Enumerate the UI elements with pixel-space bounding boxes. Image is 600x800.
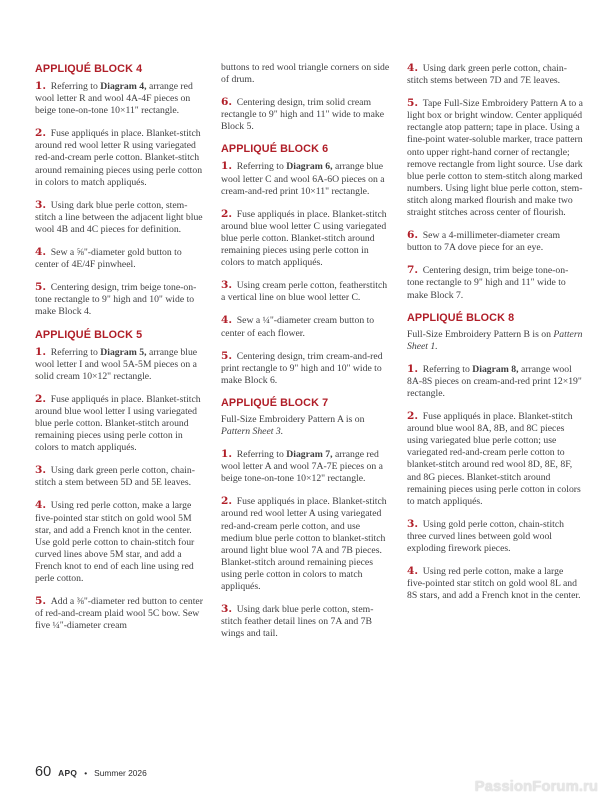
text-segment: Sew a ¼"-diameter cream button to center of each flower.: [221, 315, 375, 339]
instruction-step: [35, 281, 205, 318]
text-segment: Fuse appliqués in place. Blanket-stitch around red wool letter R using variegated red-and-cream perle cotton. Blanket-stitch around remaining pieces using perle cotton in colors to match appliqués.: [35, 128, 203, 188]
instruction-step: [221, 208, 391, 269]
instruction-step: [407, 264, 583, 301]
column-2: [221, 62, 391, 650]
step-number: 5.: [407, 97, 422, 110]
instruction-step: [221, 603, 391, 640]
instruction-step: [35, 127, 205, 188]
step-number: 4.: [407, 565, 422, 578]
section-heading: APPLIQUÉ BLOCK 8: [407, 311, 515, 324]
instruction-step: [35, 80, 205, 117]
instruction-step: [407, 518, 583, 555]
step-number: 2.: [221, 207, 236, 220]
text-segment: Fuse appliqués in place. Blanket-stitch around blue wool 8A, 8B, and 8C pieces using variegated blue perle cotton; use variegated red-and-cream perle cotton to blanket-stitch around red wool 8D, 8E, 8F, and 8G pieces. Blanket-stitch around remaining pieces using perle cotton in colors to match appliqués.: [407, 411, 581, 507]
step-number: 4.: [407, 62, 422, 74]
step-number: 3.: [35, 198, 50, 211]
instruction-step: [35, 499, 205, 585]
text-segment: arrange wool 8A-8S pieces on cream-and-red print 12×19" rectangle.: [407, 363, 582, 399]
text-segment: Referring to: [422, 363, 473, 375]
text-segment: Sew a 4-millimeter-diameter cream button to 7A dove piece for an eye.: [407, 230, 561, 254]
instruction-step: [35, 199, 205, 236]
text-segment: Referring to: [236, 161, 287, 173]
instruction-step: [407, 565, 583, 602]
instruction-step: [221, 96, 391, 133]
text-segment: Diagram 5,: [100, 346, 147, 358]
issue-label: Summer 2026: [94, 768, 147, 778]
step-number: 2.: [35, 127, 50, 140]
instruction-step: [35, 595, 205, 632]
text-segment: Referring to: [236, 449, 287, 461]
instruction-step: [221, 160, 391, 197]
step-number: 1.: [221, 160, 236, 173]
step-number: 3.: [35, 464, 50, 477]
step-number: 3.: [221, 603, 236, 616]
instruction-step: [221, 495, 391, 593]
step-number: 7.: [407, 264, 422, 277]
step-number: 2.: [407, 410, 422, 423]
instruction-step: [221, 279, 391, 304]
text-segment: arrange red wool letter A and wool 7A-7E pieces on a beige tone-on-tone 10×12" rectangle.: [221, 449, 383, 485]
magazine-brand: APQ: [58, 768, 78, 778]
section-heading: APPLIQUÉ BLOCK 4: [35, 63, 143, 75]
text-segment: Diagram 6,: [286, 161, 333, 173]
text-segment: Tape Full-Size Embroidery Pattern A to a light box or bright window. Center appliquéd rectangle atop pattern; tape in place. Using a fine-point water-soluble marker, trace pattern onto upper right-hand corner of rectangle; remove rectangle from light source. Use dark blue perle cotton to stem-stitch along marked numbers. Using light blue perle cotton, stem-stitch along marked flourish and make two straight stitches across center of flourish.: [407, 98, 583, 219]
note-paragraph: [221, 414, 391, 438]
text-segment: Using gold perle cotton, chain-stitch three curved lines between gold wool exploding firework pieces.: [407, 518, 564, 554]
note-paragraph: [407, 329, 583, 353]
step-number: 1.: [407, 362, 422, 375]
text-segment: Fuse appliqués in place. Blanket-stitch around blue wool letter I using variegated blue perle cotton. Blanket-stitch around remaining pieces using perle cotton in colors to match appliqués.: [35, 393, 201, 454]
text-segment: Using dark blue perle cotton, stem-stitch a line between the adjacent light blue wool 4B and 4C pieces for definition.: [35, 199, 203, 235]
instruction-step: [407, 363, 583, 400]
instruction-step: [407, 410, 583, 508]
instruction-step: [407, 97, 583, 219]
text-segment: Diagram 7,: [286, 449, 333, 461]
text-segment: Using cream perle cotton, featherstitch a vertical line on blue wool letter C.: [221, 280, 388, 304]
instruction-step: [35, 464, 205, 489]
section-heading: APPLIQUÉ BLOCK 5: [35, 328, 143, 341]
text-segment: arrange blue wool letter C and wool 6A-6O pieces on a cream-and-red print 10×11" rectangle.: [221, 161, 385, 197]
instruction-step: [221, 448, 391, 485]
text-segment: Using dark blue perle cotton, stem-stitch feather detail lines on 7A and 7B wings and tail.: [221, 604, 374, 640]
text-segment: Using dark green perle cotton, chain-stitch a stem between 5D and 5E leaves.: [35, 465, 195, 489]
text-segment: Full-Size Embroidery Pattern A is on: [221, 413, 365, 425]
step-number: 1.: [35, 345, 50, 358]
step-number: 2.: [221, 495, 236, 508]
text-segment: Centering design, trim solid cream rectangle to 9" high and 11" wide to make Block 5.: [221, 97, 385, 133]
text-segment: Diagram 4,: [100, 81, 147, 92]
text-segment: Centering design, trim cream-and-red print rectangle to 9" high and 10" wide to make Block 6.: [221, 350, 383, 386]
watermark: PassionForum.ru: [474, 778, 598, 795]
step-number: 6.: [221, 96, 236, 109]
text-segment: Referring to: [50, 346, 101, 358]
text-segment: Full-Size Embroidery Pattern B is on: [407, 328, 554, 340]
text-segment: Centering design, trim beige tone-on-tone rectangle to 9" high and 11" wide to make Block 7.: [407, 265, 569, 301]
text-segment: Pattern Sheet 1.: [407, 328, 583, 352]
text-segment: Pattern Sheet 3.: [221, 425, 284, 437]
text-segment: Sew a ⅝"-diameter gold button to center of 4E/4F pinwheel.: [35, 247, 182, 271]
article-columns: [35, 62, 583, 650]
text-segment: Diagram 8,: [472, 363, 519, 375]
note-paragraph: [221, 62, 391, 86]
step-number: 4.: [35, 246, 50, 259]
text-segment: arrange red wool letter R and wool 4A-4F pieces on beige tone-on-tone 10×11" rectangle.: [35, 81, 193, 117]
step-number: 2.: [35, 392, 50, 405]
text-segment: Referring to: [50, 81, 101, 92]
section-heading: APPLIQUÉ BLOCK 7: [221, 396, 329, 409]
step-number: 6.: [407, 229, 422, 242]
instruction-step: [35, 346, 205, 383]
column-1: [35, 62, 205, 650]
text-segment: Fuse appliqués in place. Blanket-stitch around red wool letter A using variegated red-and-cream perle cotton, and use medium blue perle cotton to blanket-stitch around light blue wool 7A and 7B pieces. Blanket-stitch around remaining pieces using perle cotton in colors to match appliqués.: [221, 496, 387, 592]
text-segment: Fuse appliqués in place. Blanket-stitch around blue wool letter C using variegated blue perle cotton. Blanket-stitch around remaining pieces using perle cotton in colors to match appliqués.: [221, 208, 387, 269]
text-segment: Add a ⅜"-diameter red button to center of red-and-cream plaid wool 5C bow. Sew five ¼"-diameter cream: [35, 596, 203, 632]
section-heading: APPLIQUÉ BLOCK 6: [221, 143, 329, 156]
step-number: 5.: [35, 595, 50, 608]
text-segment: arrange blue wool letter I and wool 5A-5M pieces on a solid cream 10×12" rectangle.: [35, 346, 198, 382]
text-segment: Using red perle cotton, make a large five-pointed star stitch on gold wool 8L and 8S stars, and add a French knot in the center.: [407, 566, 581, 602]
step-number: 3.: [407, 517, 422, 530]
text-segment: Using dark green perle cotton, chain-stitch stems between 7D and 7E leaves.: [407, 63, 567, 87]
instruction-step: [221, 350, 391, 387]
step-number: 4.: [35, 499, 50, 512]
step-number: 5.: [35, 281, 50, 294]
instruction-step: [35, 246, 205, 271]
step-number: 1.: [221, 448, 236, 461]
footer-separator: •: [84, 768, 88, 778]
instruction-step: [221, 314, 391, 339]
step-number: 1.: [35, 80, 50, 92]
step-number: 3.: [221, 279, 236, 292]
page-number: 60: [35, 764, 52, 780]
step-number: 5.: [221, 349, 236, 362]
step-number: 4.: [221, 314, 236, 327]
instruction-step: [407, 229, 583, 254]
instruction-step: [35, 393, 205, 454]
text-segment: buttons to red wool triangle corners on side of drum.: [221, 62, 390, 86]
text-segment: Centering design, trim beige tone-on-tone rectangle to 9" high and 10" wide to make Block 4.: [35, 282, 197, 318]
page-footer: [35, 764, 147, 780]
instruction-step: [407, 62, 583, 87]
column-3: [407, 62, 583, 650]
text-segment: Using red perle cotton, make a large five-pointed star stitch on gold wool 5M star, and add a French knot in the center. Use gold perle cotton to chain-stitch four curved lines above 5M star, and add a French knot to end of each line using red perle cotton.: [35, 500, 195, 584]
